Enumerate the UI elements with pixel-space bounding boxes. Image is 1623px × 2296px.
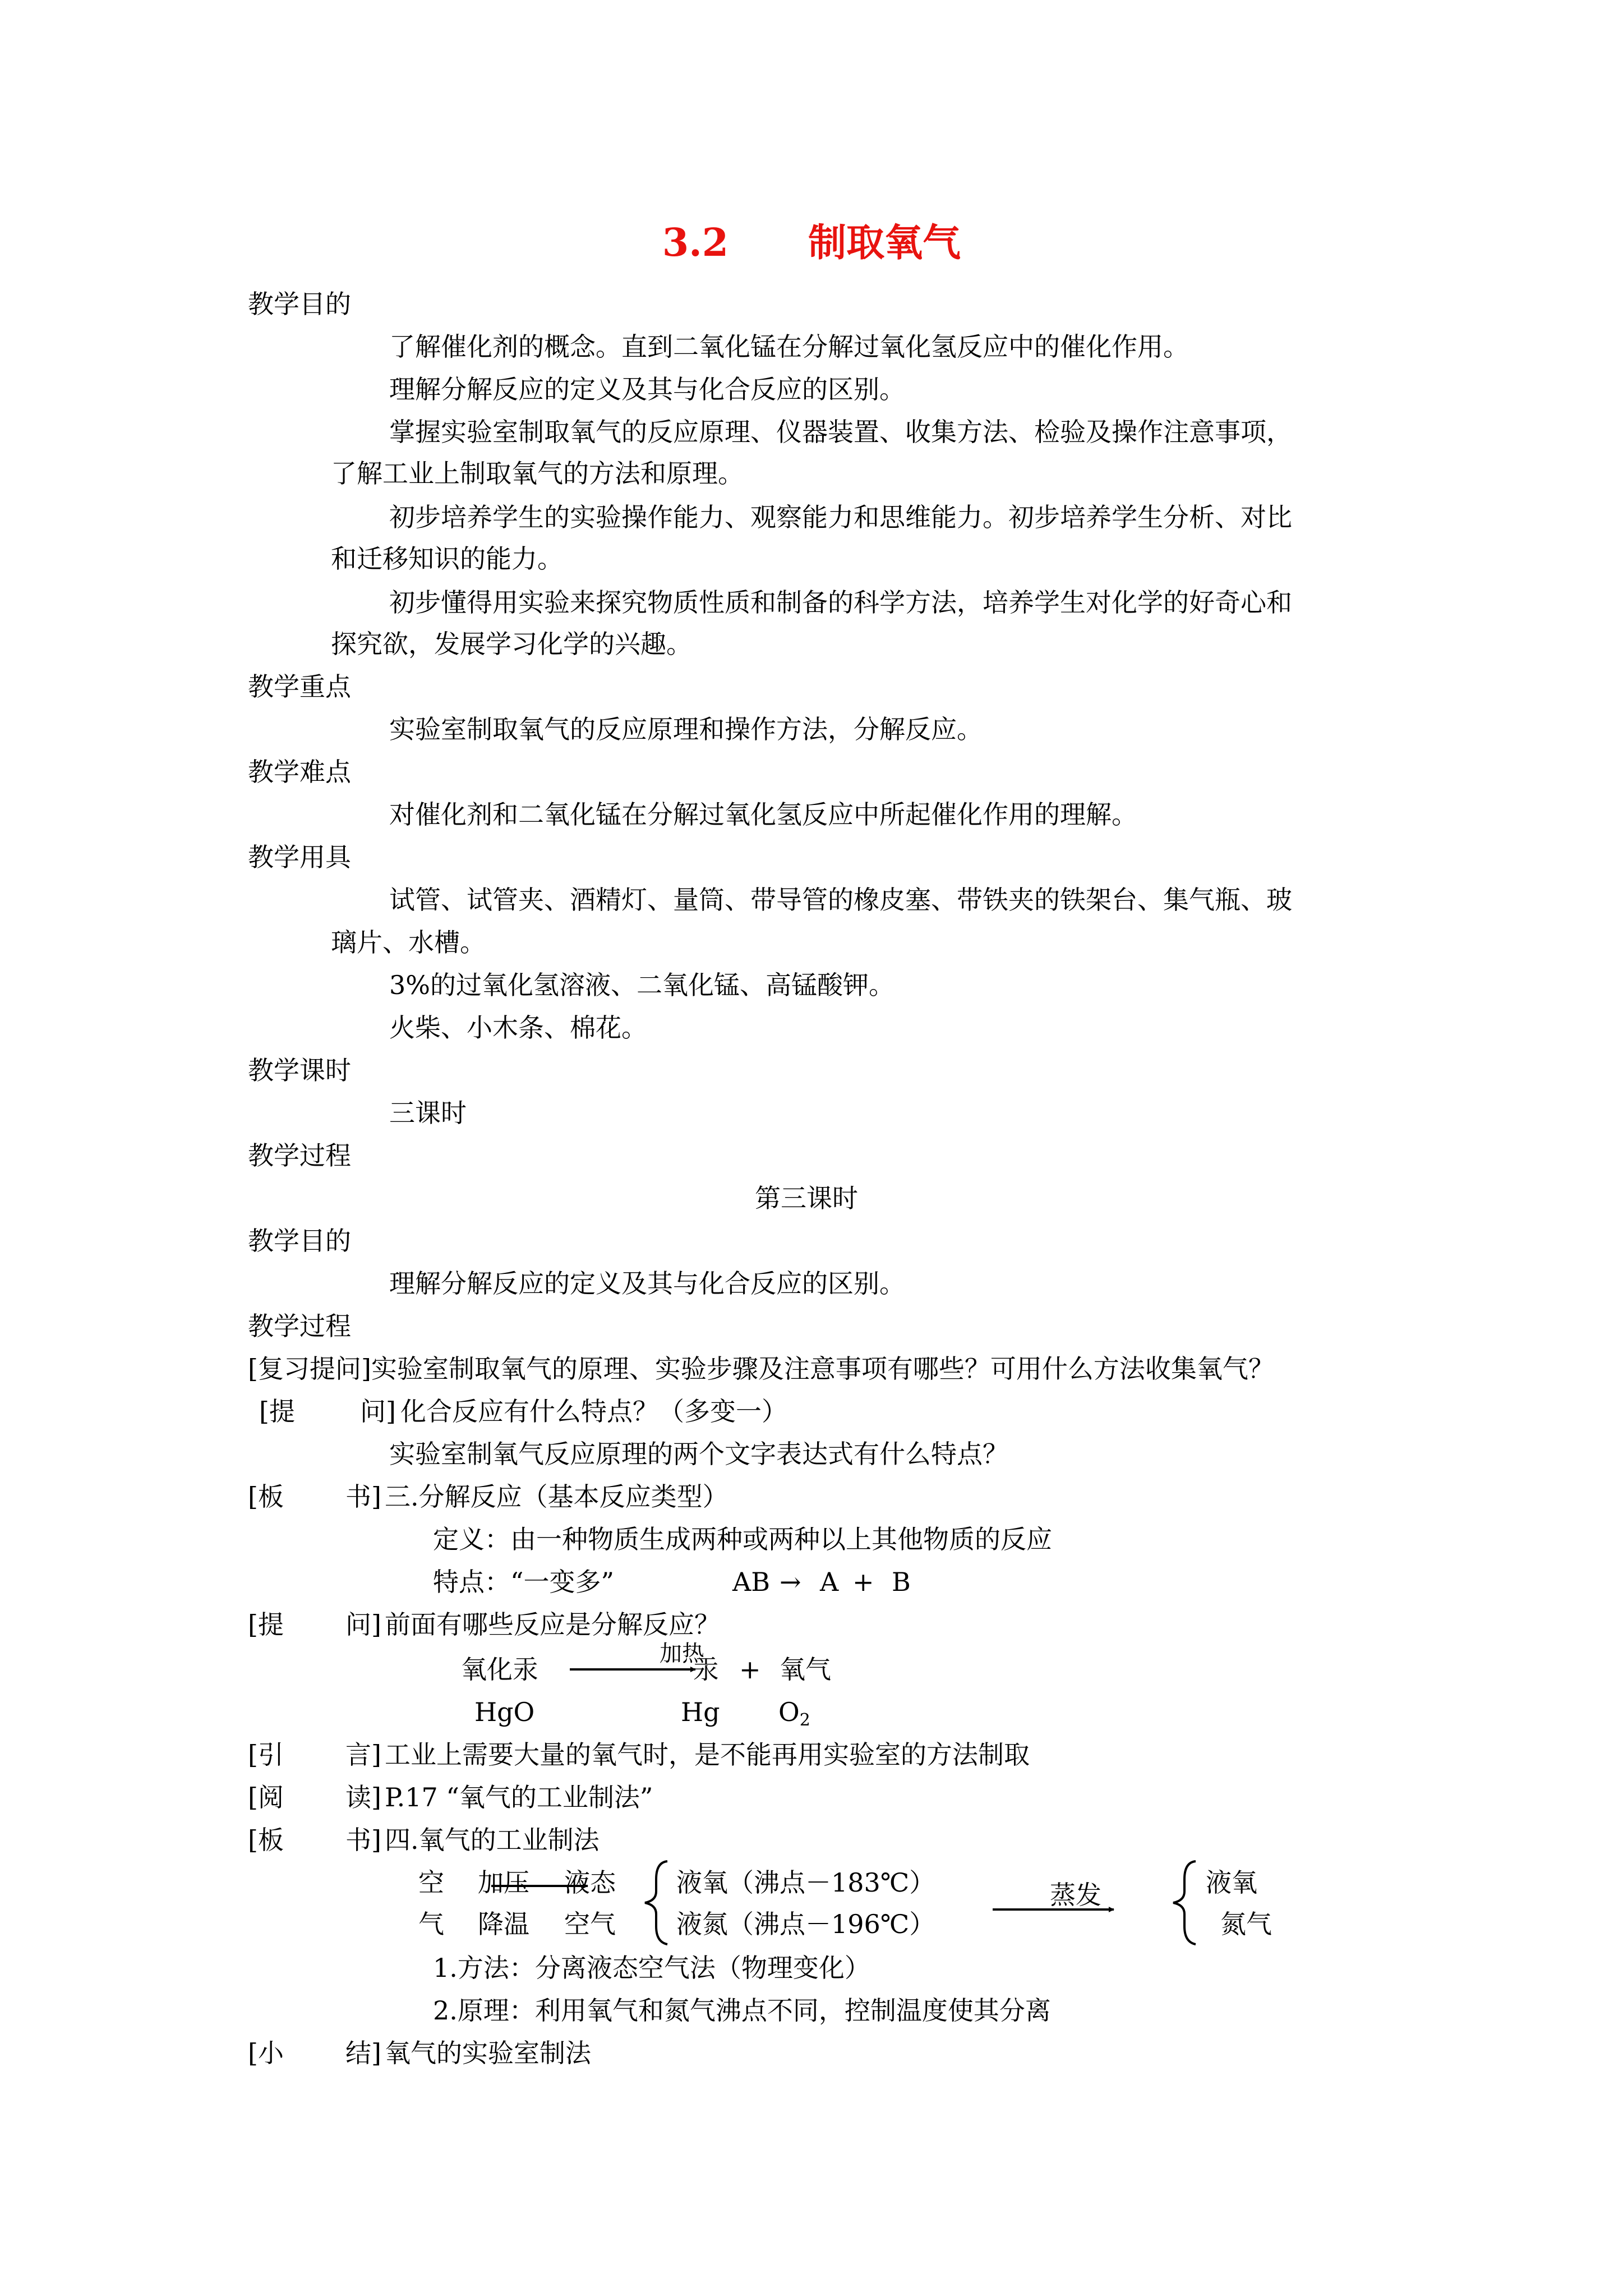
tools-line: 试管、试管夹、酒精灯、量筒、带导管的橡皮塞、带铁夹的铁架台、集气瓶、玻 [389, 885, 1292, 915]
liquid-oxygen: 液氧（沸点－183℃） [676, 1867, 935, 1898]
condition-bottom: 降温 [478, 1909, 529, 1939]
key-points-heading: 教学重点 [248, 671, 351, 702]
liquid-bottom: 空气 [564, 1909, 616, 1939]
liquid-nitrogen: 液氮（沸点－196℃） [676, 1909, 935, 1939]
product-2: 氧气 [780, 1654, 831, 1685]
lesson-title: 第三课时 [755, 1183, 858, 1213]
review-question: [复习提问]实验室制取氧气的原理、实验步骤及注意事项有哪些？可用什么方法收集氧气？ [248, 1354, 1274, 1384]
formula-product-1: Hg [681, 1697, 720, 1727]
objective-item: 掌握实验室制取氧气的反应原理、仪器装置、收集方法、检验及操作注意事项， [389, 417, 1292, 447]
liquid-top: 液态 [564, 1867, 616, 1898]
principle: 2.原理：利用氧气和氮气沸点不同，控制温度使其分离 [433, 1995, 1051, 2026]
objectives-heading: 教学目的 [248, 289, 351, 319]
section-number: 3.2 [662, 220, 729, 265]
objective-item: 了解工业上制取氧气的方法和原理。 [331, 458, 744, 489]
lesson-objective-text: 理解分解反应的定义及其与化合反应的区别。 [389, 1268, 905, 1299]
intro-tag-open: [引 [248, 1740, 284, 1770]
objective-item: 了解催化剂的概念。直到二氧化锰在分解过氧化氢反应中的催化作用。 [389, 332, 1189, 362]
reaction-plus: + [739, 1654, 761, 1685]
key-points-text: 实验室制取氧气的反应原理和操作方法，分解反应。 [389, 714, 983, 744]
board-text: 四.氧气的工业制法 [385, 1825, 600, 1855]
air-bottom: 气 [418, 1909, 444, 1939]
feature-label: 特点：“一变多” [433, 1567, 615, 1597]
section-title: 制取氧气 [808, 220, 961, 265]
formula-a: A [820, 1567, 839, 1597]
objective-item: 初步懂得用实验来探究物质性质和制备的科学方法，培养学生对化学的好奇心和 [389, 587, 1292, 618]
ask-followup: 实验室制氧气反应原理的两个文字表达式有什么特点？ [389, 1439, 1008, 1469]
right-brace [1173, 1861, 1196, 1944]
ask-tag-close: 问] [360, 1396, 396, 1427]
tools-line: 璃片、水槽。 [331, 927, 486, 958]
objective-item: 理解分解反应的定义及其与化合反应的区别。 [389, 374, 905, 404]
output-top: 液氧 [1206, 1867, 1257, 1898]
lesson-process-heading: 教学过程 [248, 1311, 351, 1341]
evaporate-label: 蒸发 [1050, 1880, 1101, 1910]
reaction-condition: 加热 [660, 1641, 704, 1667]
objective-item: 初步培养学生的实验操作能力、观察能力和思维能力。初步培养学生分析、对比 [389, 502, 1292, 532]
read-text: P.17 “氧气的工业制法” [385, 1782, 653, 1812]
read-tag-open: [阅 [248, 1782, 284, 1812]
read-tag-close: 读] [345, 1782, 381, 1812]
method: 1.方法：分离液态空气法（物理变化） [433, 1953, 870, 1983]
hours-heading: 教学课时 [248, 1055, 351, 1085]
tools-line: 3%的过氧化氢溶液、二氧化锰、高锰酸钾。 [389, 970, 895, 1000]
condition-top: 加压 [478, 1867, 529, 1898]
objective-item: 探究欲，发展学习化学的兴趣。 [331, 629, 692, 659]
air-top: 空 [418, 1867, 444, 1898]
tools-line: 火柴、小木条、棉花。 [389, 1013, 647, 1043]
board-tag-open: [板 [248, 1481, 284, 1512]
definition: 定义：由一种物质生成两种或两种以上其他物质的反应 [433, 1524, 1052, 1554]
board-tag-close: 书] [345, 1825, 381, 1855]
summary-tag-close: 结] [345, 2038, 381, 2068]
formula-reactant: HgO [474, 1697, 535, 1727]
formula-plus: + [852, 1567, 874, 1597]
left-brace [645, 1861, 667, 1944]
process-heading: 教学过程 [248, 1140, 351, 1171]
reactant: 氧化汞 [461, 1654, 538, 1685]
board-tag-open: [板 [248, 1825, 284, 1855]
formula-product-2-sub: 2 [799, 1710, 810, 1730]
objective-item: 和迁移知识的能力。 [331, 544, 563, 574]
ask-tag-close: 问] [345, 1609, 381, 1640]
ask-text: 前面有哪些反应是分解反应？ [385, 1609, 720, 1640]
formula-ab: AB [732, 1567, 771, 1597]
board-tag-close: 书] [345, 1481, 381, 1512]
formula-product-2-base: O [778, 1697, 800, 1727]
intro-text: 工业上需要大量的氧气时，是不能再用实验室的方法制取 [385, 1740, 1030, 1770]
hours-text: 三课时 [389, 1098, 467, 1128]
formula-arrow: → [780, 1567, 801, 1597]
difficulties-text: 对催化剂和二氧化锰在分解过氧化氢反应中所起催化作用的理解。 [389, 799, 1137, 830]
ask-tag-open: [提 [259, 1396, 295, 1427]
difficulties-heading: 教学难点 [248, 757, 351, 787]
product-1: 汞 [693, 1654, 719, 1685]
ask-tag-open: [提 [248, 1609, 284, 1640]
lesson-objective-heading: 教学目的 [248, 1226, 351, 1256]
formula-b: B [892, 1567, 911, 1597]
board-text: 三.分解反应（基本反应类型） [385, 1481, 728, 1512]
tools-heading: 教学用具 [248, 842, 351, 872]
ask-text: 化合反应有什么特点？（多变一） [400, 1396, 787, 1427]
summary-text: 氧气的实验室制法 [385, 2038, 591, 2068]
intro-tag-close: 言] [345, 1740, 381, 1770]
output-bottom: 氮气 [1220, 1909, 1272, 1939]
summary-tag-open: [小 [248, 2038, 284, 2068]
